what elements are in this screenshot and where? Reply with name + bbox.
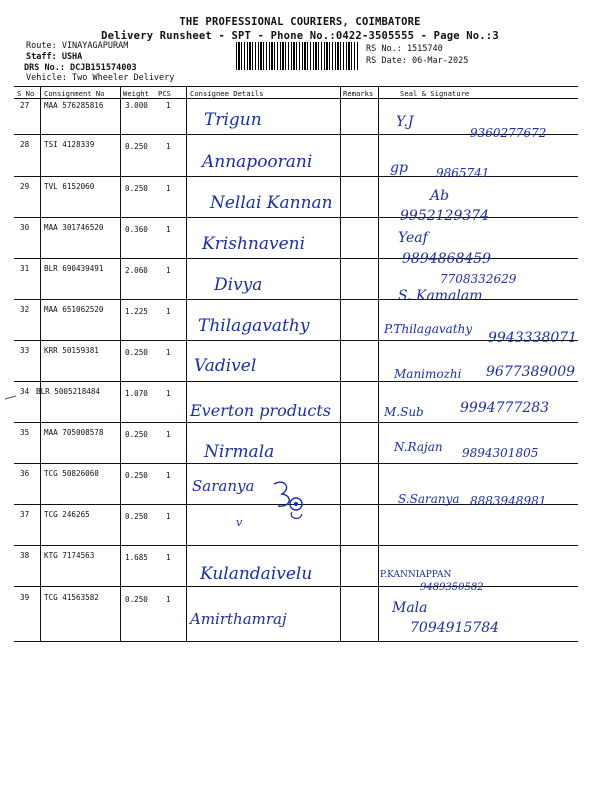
cell-pcs: 1 bbox=[166, 348, 171, 357]
cell-pcs: 1 bbox=[166, 595, 171, 604]
row-rule bbox=[14, 641, 578, 642]
cell-sno: 31 bbox=[20, 264, 30, 273]
drs-number: DRS No.: DCJB151574003 bbox=[24, 63, 137, 73]
signature: P.Thilagavathy bbox=[384, 322, 473, 336]
col-header-pcs: PCS bbox=[158, 89, 171, 98]
col-header-consignment: Consignment No bbox=[44, 89, 105, 98]
cell-sno: 35 bbox=[20, 428, 30, 437]
consignee-handwriting: Vadivel bbox=[194, 356, 257, 376]
signature-phone: 9894301805 bbox=[462, 446, 539, 460]
signature-phone: 7094915784 bbox=[410, 620, 500, 636]
signature: gp bbox=[390, 160, 408, 176]
signature: Yeaf bbox=[398, 230, 428, 246]
cell-consignment: BLR 690439491 bbox=[44, 264, 104, 273]
cell-sno: 29 bbox=[20, 182, 30, 191]
col-header-seal: Seal & Signature bbox=[400, 89, 470, 98]
col-divider bbox=[186, 86, 187, 642]
rs-number: RS No.: 1515740 bbox=[366, 44, 443, 54]
cell-sno: 28 bbox=[20, 140, 30, 149]
cell-weight: 0.250 bbox=[125, 184, 148, 193]
signature: P.KANNIAPPAN bbox=[380, 570, 452, 580]
row-rule bbox=[14, 381, 578, 382]
cell-weight: 0.250 bbox=[125, 595, 148, 604]
margin-mark bbox=[4, 394, 18, 402]
cell-weight: 1.225 bbox=[125, 307, 148, 316]
col-divider bbox=[340, 86, 341, 642]
signature-phone: 9943338071 bbox=[488, 330, 578, 346]
cell-pcs: 1 bbox=[166, 225, 171, 234]
row-rule bbox=[14, 299, 578, 300]
runsheet-title: Delivery Runsheet - SPT - Phone No.:0422-3505555 - Page No.:3 bbox=[101, 30, 499, 42]
cell-sno: 37 bbox=[20, 510, 30, 519]
signature: M.Sub bbox=[384, 405, 424, 419]
cell-sno: 38 bbox=[20, 551, 30, 560]
cell-pcs: 1 bbox=[166, 307, 171, 316]
signature: Y.J bbox=[396, 114, 414, 130]
signature: N.Rajan bbox=[394, 440, 443, 454]
rs-date: RS Date: 06-Mar-2025 bbox=[366, 56, 469, 66]
scribble-mark bbox=[268, 478, 312, 524]
consignee-handwriting: v bbox=[236, 516, 243, 529]
route: Route: VINAYAGAPURAM bbox=[26, 41, 129, 51]
row-rule bbox=[14, 258, 578, 259]
signature-phone: 9865741 bbox=[436, 166, 490, 180]
cell-sno: 30 bbox=[20, 223, 30, 232]
cell-pcs: 1 bbox=[166, 512, 171, 521]
cell-pcs: 1 bbox=[166, 389, 171, 398]
cell-consignment: TCG 50826060 bbox=[44, 469, 99, 478]
consignee-handwriting: Kulandaivelu bbox=[200, 564, 313, 584]
cell-weight: 2.060 bbox=[125, 266, 148, 275]
cell-weight: 1.685 bbox=[125, 553, 148, 562]
signature: S.Saranya bbox=[398, 492, 460, 506]
signature: Ab bbox=[430, 188, 450, 204]
consignee-handwriting: Thilagavathy bbox=[198, 316, 310, 336]
cell-sno: 39 bbox=[20, 593, 30, 602]
company-name: THE PROFESSIONAL COURIERS, COIMBATORE bbox=[179, 16, 421, 28]
cell-weight: 0.250 bbox=[125, 142, 148, 151]
cell-consignment: TCG 246265 bbox=[44, 510, 90, 519]
cell-weight: 0.250 bbox=[125, 471, 148, 480]
signature: Manimozhi bbox=[394, 367, 462, 381]
col-divider bbox=[120, 86, 121, 642]
col-divider bbox=[40, 86, 41, 642]
signature-phone: 9894868459 bbox=[402, 251, 492, 267]
cell-sno: 32 bbox=[20, 305, 30, 314]
row-rule bbox=[14, 545, 578, 546]
staff: Staff: USHA bbox=[26, 52, 83, 62]
consignee-handwriting: Trigun bbox=[204, 110, 262, 130]
cell-sno: 36 bbox=[20, 469, 30, 478]
cell-pcs: 1 bbox=[166, 553, 171, 562]
col-header-consignee: Consignee Details bbox=[190, 89, 264, 98]
cell-consignment: MAA 576285816 bbox=[44, 101, 104, 110]
cell-sno: 33 bbox=[20, 346, 30, 355]
signature: Mala bbox=[392, 600, 428, 616]
cell-weight: 0.250 bbox=[125, 512, 148, 521]
row-rule bbox=[14, 422, 578, 423]
table-header-rule bbox=[14, 98, 578, 99]
barcode bbox=[236, 42, 358, 70]
col-divider bbox=[378, 86, 379, 642]
table-top-rule bbox=[14, 86, 578, 87]
signature-phone: 9489350582 bbox=[420, 582, 484, 593]
consignee-handwriting: Annapoorani bbox=[202, 152, 313, 172]
consignee-handwriting: Nirmala bbox=[204, 442, 275, 462]
consignee-handwriting: Nellai Kannan bbox=[210, 193, 333, 213]
cell-weight: 3.000 bbox=[125, 101, 148, 110]
cell-weight: 0.250 bbox=[125, 430, 148, 439]
cell-consignment: MAA 301746520 bbox=[44, 223, 104, 232]
consignee-handwriting: Amirthamraj bbox=[190, 610, 287, 628]
consignee-handwriting: Saranya bbox=[192, 477, 255, 495]
signature-phone: 7708332629 bbox=[440, 272, 517, 286]
row-rule bbox=[14, 176, 578, 177]
signature-phone: 8883948981 bbox=[470, 494, 547, 508]
consignee-handwriting: Everton products bbox=[190, 401, 331, 420]
cell-weight: 0.250 bbox=[125, 348, 148, 357]
consignee-handwriting: Krishnaveni bbox=[202, 234, 306, 254]
cell-pcs: 1 bbox=[166, 142, 171, 151]
cell-pcs: 1 bbox=[166, 471, 171, 480]
col-header-remarks: Remarks bbox=[343, 89, 374, 98]
signature: S. Kamalam bbox=[398, 288, 483, 304]
vehicle: Vehicle: Two Wheeler Delivery bbox=[26, 73, 175, 83]
cell-pcs: 1 bbox=[166, 184, 171, 193]
cell-consignment: MAA 651062520 bbox=[44, 305, 104, 314]
signature-phone: 9994777283 bbox=[460, 400, 550, 416]
row-rule bbox=[14, 586, 578, 587]
cell-pcs: 1 bbox=[166, 430, 171, 439]
col-header-weight: Weight bbox=[123, 89, 149, 98]
col-header-sno: S No bbox=[17, 89, 35, 98]
cell-pcs: 1 bbox=[166, 101, 171, 110]
cell-consignment: TCG 41563582 bbox=[44, 593, 99, 602]
cell-consignment: KRR 50159381 bbox=[44, 346, 99, 355]
cell-sno: 27 bbox=[20, 101, 30, 110]
consignee-handwriting: Divya bbox=[214, 275, 263, 295]
row-rule bbox=[14, 217, 578, 218]
cell-weight: 0.360 bbox=[125, 225, 148, 234]
cell-weight: 1.070 bbox=[125, 389, 148, 398]
cell-pcs: 1 bbox=[166, 266, 171, 275]
cell-consignment: MAA 705008578 bbox=[44, 428, 104, 437]
cell-sno: 34 bbox=[20, 387, 30, 396]
cell-consignment: BLR 5005218484 bbox=[36, 387, 101, 396]
signature-phone: 9360277672 bbox=[470, 126, 547, 140]
cell-consignment: TSI 4128339 bbox=[44, 140, 95, 149]
cell-consignment: KTG 7174563 bbox=[44, 551, 95, 560]
signature-phone: 9952129374 bbox=[400, 208, 490, 224]
row-rule bbox=[14, 463, 578, 464]
cell-consignment: TVL 6152060 bbox=[44, 182, 95, 191]
signature-phone: 9677389009 bbox=[486, 364, 576, 380]
